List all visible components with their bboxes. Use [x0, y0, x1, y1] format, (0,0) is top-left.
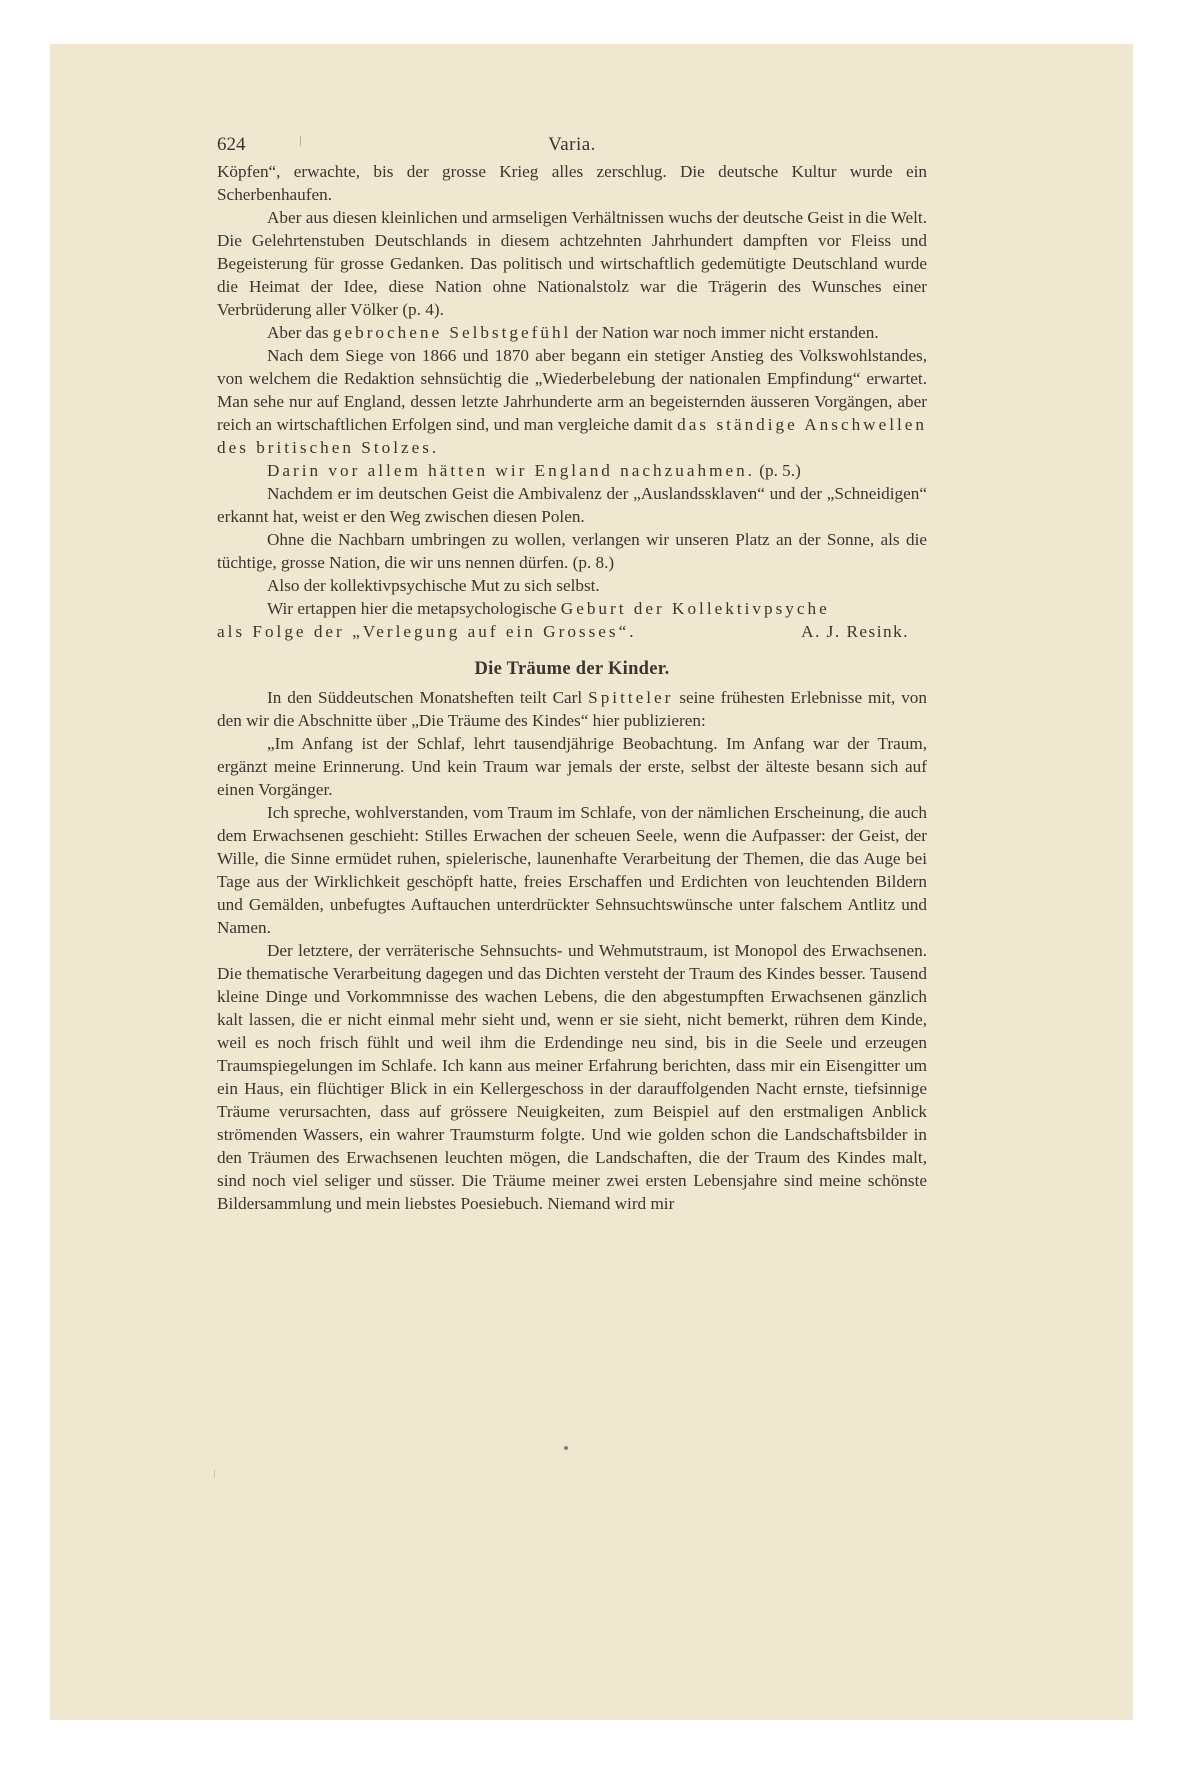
paragraph: Aber aus diesen kleinlichen und armseligen Verhältnissen wuchs der deutsche Geist in die Welt. Die Gelehrtenstuben Deutschlands in diesem achtzehnten Jahrhundert dampften vor Fleiss und Begeisterung für grosse Gedanken. Das politisch und wirtschaftlich gedemütigte Deutschland wurde die Heimat der Idee, diese Nation ohne Nationalstolz war die Trägerin des Wunsches einer Verbrüderung aller Völker (p. 4). — [217, 208, 927, 319]
paragraph: Ich spreche, wohlverstanden, vom Traum im Schlafe, von der nämlichen Erscheinung, die auch dem Erwachsenen geschieht: Stilles Erwachen der scheuen Seele, wenn die Aufpasser: der Geist, der Wille, die Sinne ermüdet ruhen, spielerische, launenhafte Verarbeitung der Themen, die das Auge bei Tage aus der Wirklichkeit geschöpft hatte, freies Erschaffen und Erdichten von leuchtenden Bildern und Gemälden, unbefugtes Auftauchen unterdrückter Sehnsuchtswünsche unter falschem Antlitz und Namen. — [217, 803, 927, 937]
running-head — [217, 126, 927, 160]
text-run: Nach dem Siege von 1866 und 1870 aber begann ein stetiger Anstieg des Volkswohlstandes, von welchem die Redaktion sehnsüchtig die „Wiederbelebung der nationalen Empfindung“ erwartet. Man sehe nur auf England, dessen letzte Jahrhunderte arm an begeisternden äusseren Vorgängen, aber reich an wirtschaftlichen Erfolgen sind, und man vergleiche damit — [217, 346, 927, 434]
page-number: 624 — [217, 134, 246, 155]
paragraph: Ohne die Nachbarn umbringen zu wollen, verlangen wir unseren Platz an der Sonne, als die tüchtige, grosse Nation, die wir uns nennen dürfen. (p. 8.) — [217, 530, 927, 572]
article-title: Die Träume der Kinder. — [474, 659, 670, 679]
paragraph — [217, 459, 927, 482]
emphasis: als Folge der „Verlegung auf ein Grosses“. — [217, 622, 637, 641]
emphasis: Darin vor allem hätten wir England nachzuahmen. — [267, 461, 755, 480]
text-run: In den Süddeutschen Monatsheften teilt Carl — [267, 688, 589, 707]
paragraph — [217, 620, 927, 643]
emphasis: Geburt der Kollektivpsyche — [560, 599, 830, 618]
text-run: Wir ertappen hier die metapsychologische — [267, 599, 561, 618]
section-title: Varia. — [548, 134, 596, 155]
paragraph: Also der kollektivpsychische Mut zu sich selbst. — [267, 576, 600, 595]
emphasis: das ständige Anschwellen des britischen Stolzes. — [217, 415, 927, 457]
text-run: Aber das — [267, 323, 333, 342]
page-content — [217, 126, 927, 1215]
paragraph: Der letztere, der verräterische Sehnsuchts- und Wehmutstraum, ist Monopol des Erwachsenen. Die thematische Verarbeitung dagegen und das Dichten versteht der Traum des Kindes besser. Tausend kleine Dinge und Vorkommnisse des wachen Lebens, die den abgestumpften Erwachsenen gänzlich kalt lassen, die er nicht einmal mehr sieht und, wenn er sie sieht, nicht bemerkt, rühren dem Kinde, weil es noch frisch fühlt und weil ihm die Erdendinge neu sind, bis in die Seele und erzeugen Traumspiegelungen im Schlafe. Ich kann aus meiner Erfahrung berichten, dass mir ein Eisengitter um ein Haus, ein flüchtiger Blick in ein Kellergeschoss in der darauffolgenden Nacht ernste, tiefsinnige Träume verursachten, dass auf grössere Neuigkeiten, zum Beispiel auf den erstmaligen Anblick strömenden Wassers, ein wahrer Traumsturm folgte. Und wie golden schon die Landschaftsbilder in den Träumen des Erwachsenen leuchten mögen, die Landschaften, die der Traum des Kindes malt, sind noch viel seliger und süsser. Die Träume meiner zwei ersten Lebensjahre sind meine schönste Bildersammlung und mein liebstes Poesiebuch. Niemand wird mir — [217, 941, 927, 1213]
paragraph — [217, 597, 927, 620]
author-signature: A. J. Resink. — [801, 622, 909, 641]
paragraph: Nachdem er im deutschen Geist die Ambivalenz der „Auslandssklaven“ und der „Schneidigen“ erkannt hat, weist er den Weg zwischen diesen Polen. — [217, 484, 927, 526]
emphasis: gebrochene Selbstgefühl — [332, 323, 572, 342]
text-run: (p. 5.) — [754, 461, 801, 480]
paragraph: „Im Anfang ist der Schlaf, lehrt tausendjährige Beobachtung. Im Anfang war der Traum, ergänzt meine Erinnerung. Und kein Traum war jemals der erste, selbst der älteste besann sich auf einen Vorgänger. — [217, 734, 927, 799]
margin-mark — [214, 1470, 215, 1478]
paragraph: Köpfen“, erwachte, bis der grosse Krieg alles zerschlug. Die deutsche Kultur wurde ein Scherbenhaufen. — [217, 162, 927, 204]
emphasis: Spitteler — [588, 688, 674, 707]
text-run: seine frühesten Erlebnisse mit, von den wir die Abschnitte über „Die Träume des Kindes“ hier publizieren: — [217, 688, 927, 730]
article-continuation — [217, 160, 927, 643]
ink-speck — [564, 1446, 568, 1450]
paragraph — [217, 344, 927, 459]
text-run: der Nation war noch immer nicht erstanden. — [571, 323, 879, 342]
paragraph — [217, 321, 927, 344]
article-body — [217, 686, 927, 1215]
paragraph — [217, 686, 927, 732]
